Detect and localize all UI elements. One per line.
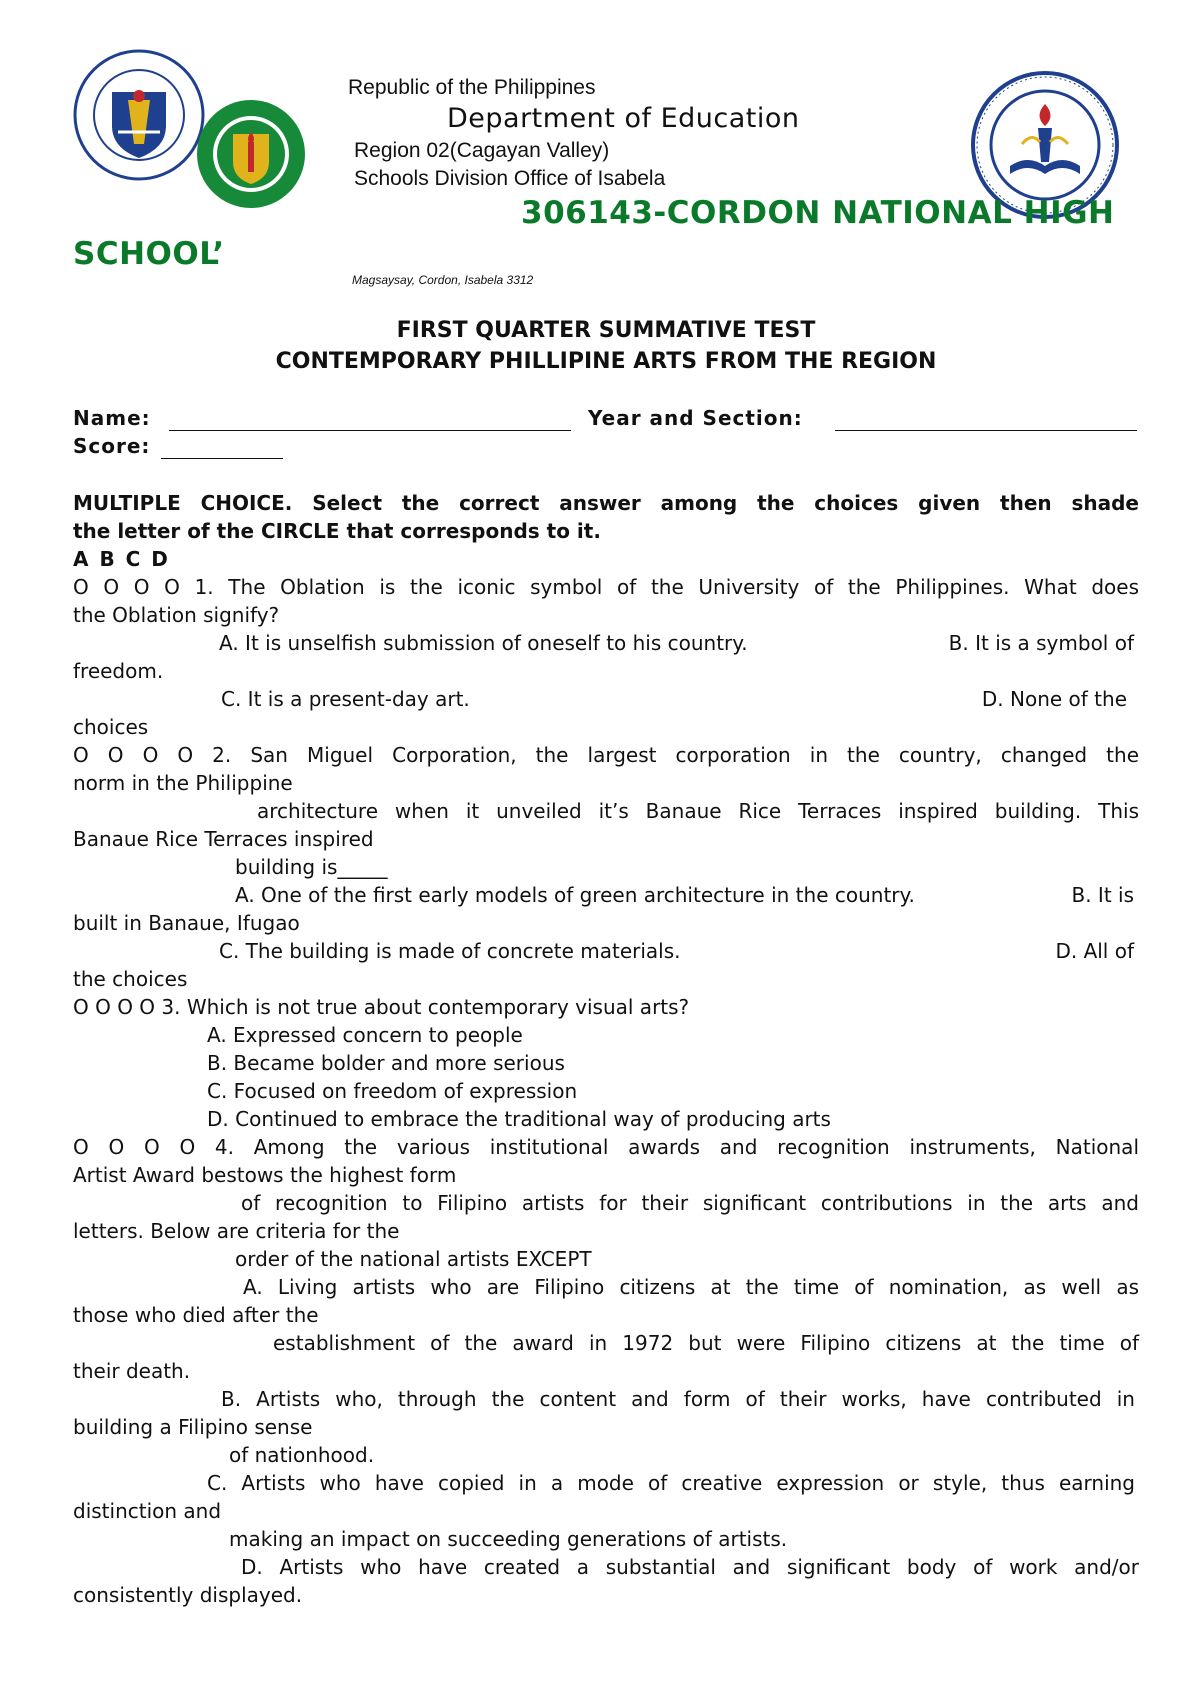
question-2-stem-cont-4: building is_____ (235, 855, 388, 879)
question-4-stem-cont-4: order of the national artists EXCEPT (235, 1247, 592, 1271)
question-1-choice-d-cont: choices (73, 715, 149, 739)
question-1-stem: O O O O 1. The Oblation is the iconic symbol of the University of the Philippines. What does (73, 575, 1139, 599)
question-3-choice-b: B. Became bolder and more serious (207, 1051, 565, 1075)
department-heading: Department of Education (447, 103, 800, 134)
question-4-stem: O O O O 4. Among the various institutional awards and recognition instruments, National (73, 1135, 1139, 1159)
question-3-choice-d: D. Continued to embrace the traditional way of producing arts (207, 1107, 831, 1131)
question-2-choice-b: B. It is (1071, 883, 1134, 907)
score-blank[interactable] (161, 458, 283, 459)
name-label: Name: (73, 406, 151, 430)
school-name-line-1: 306143-CORDON NATIONAL HIGH (521, 195, 1115, 231)
republic-heading: Republic of the Philippines (348, 76, 596, 99)
question-1-stem-cont: the Oblation signify? (73, 603, 280, 627)
question-4-choice-d: D. Artists who have created a substantial and significant body of work and/or (241, 1555, 1139, 1579)
question-3-stem: O O O O 3. Which is not true about contemporary visual arts? (73, 995, 690, 1019)
question-4-choice-c-cont-2: making an impact on succeeding generations of artists. (229, 1527, 788, 1551)
question-2-choice-d-cont: the choices (73, 967, 188, 991)
test-title: FIRST QUARTER SUMMATIVE TEST (396, 318, 816, 343)
deped-seal-left (72, 48, 206, 182)
question-2-stem-cont-3: Banaue Rice Terraces inspired (73, 827, 374, 851)
question-1-choice-c: C. It is a present-day art. (221, 687, 470, 711)
question-1-choice-a: A. It is unselfish submission of oneself to his country. (219, 631, 748, 655)
division-heading: Schools Division Office of Isabela (354, 167, 666, 190)
question-4-choice-c: C. Artists who have copied in a mode of creative expression or style, thus earning (207, 1471, 1135, 1495)
instructions-line-2: the letter of the CIRCLE that corresponds to it. (73, 519, 601, 543)
question-2-stem: O O O O 2. San Miguel Corporation, the largest corporation in the country, changed the (73, 743, 1139, 767)
school-address: Magsaysay, Cordon, Isabela 3312 (352, 273, 534, 287)
score-label: Score: (73, 434, 151, 458)
question-2-stem-cont-1: norm in the Philippine (73, 771, 293, 795)
question-1-choice-b-cont: freedom. (73, 659, 164, 683)
instructions-line-1: MULTIPLE CHOICE. Select the correct answer among the choices given then shade (73, 491, 1139, 515)
test-subject: CONTEMPORARY PHILLIPINE ARTS FROM THE REGION (275, 349, 937, 374)
question-4-choice-b-cont-2: of nationhood. (229, 1443, 375, 1467)
question-2-choice-a: A. One of the first early models of green architecture in the country. (235, 883, 915, 907)
question-3-choice-c: C. Focused on freedom of expression (207, 1079, 578, 1103)
question-4-choice-c-cont-1: distinction and (73, 1499, 222, 1523)
question-1-choice-b: B. It is a symbol of (948, 631, 1134, 655)
region-heading: Region 02(Cagayan Valley) (354, 139, 610, 162)
school-name-line-2: SCHOOL’ (73, 236, 225, 272)
question-4-choice-b-cont-1: building a Filipino sense (73, 1415, 313, 1439)
question-4-choice-d-cont: consistently displayed. (73, 1583, 303, 1607)
question-4-choice-a-cont-3: their death. (73, 1359, 191, 1383)
question-2-choice-b-cont: built in Banaue, Ifugao (73, 911, 300, 935)
question-4-choice-a-cont-2: establishment of the award in 1972 but were Filipino citizens at the time of (273, 1331, 1139, 1355)
question-4-stem-cont-3: letters. Below are criteria for the (73, 1219, 400, 1243)
question-4-choice-a-cont-1: those who died after the (73, 1303, 319, 1327)
answer-letters-header: A B C D (73, 547, 170, 571)
question-2-stem-cont-2: architecture when it unveiled it’s Banaue Rice Terraces inspired building. This (257, 799, 1139, 823)
question-2-choice-d: D. All of (1055, 939, 1134, 963)
question-4-choice-b: B. Artists who, through the content and form of their works, have contributed in (221, 1387, 1135, 1411)
question-4-stem-cont-2: of recognition to Filipino artists for their significant contributions in the arts and (241, 1191, 1139, 1215)
question-4-choice-a: A. Living artists who are Filipino citizens at the time of nomination, as well as (243, 1275, 1139, 1299)
name-blank[interactable] (169, 430, 571, 431)
deped-seal-middle (195, 98, 307, 210)
question-2-choice-c: C. The building is made of concrete materials. (219, 939, 681, 963)
question-4-stem-cont-1: Artist Award bestows the highest form (73, 1163, 457, 1187)
year-section-blank[interactable] (835, 430, 1137, 431)
year-section-label: Year and Section: (588, 406, 803, 430)
question-1-choice-d: D. None of the (981, 687, 1127, 711)
question-3-choice-a: A. Expressed concern to people (207, 1023, 523, 1047)
